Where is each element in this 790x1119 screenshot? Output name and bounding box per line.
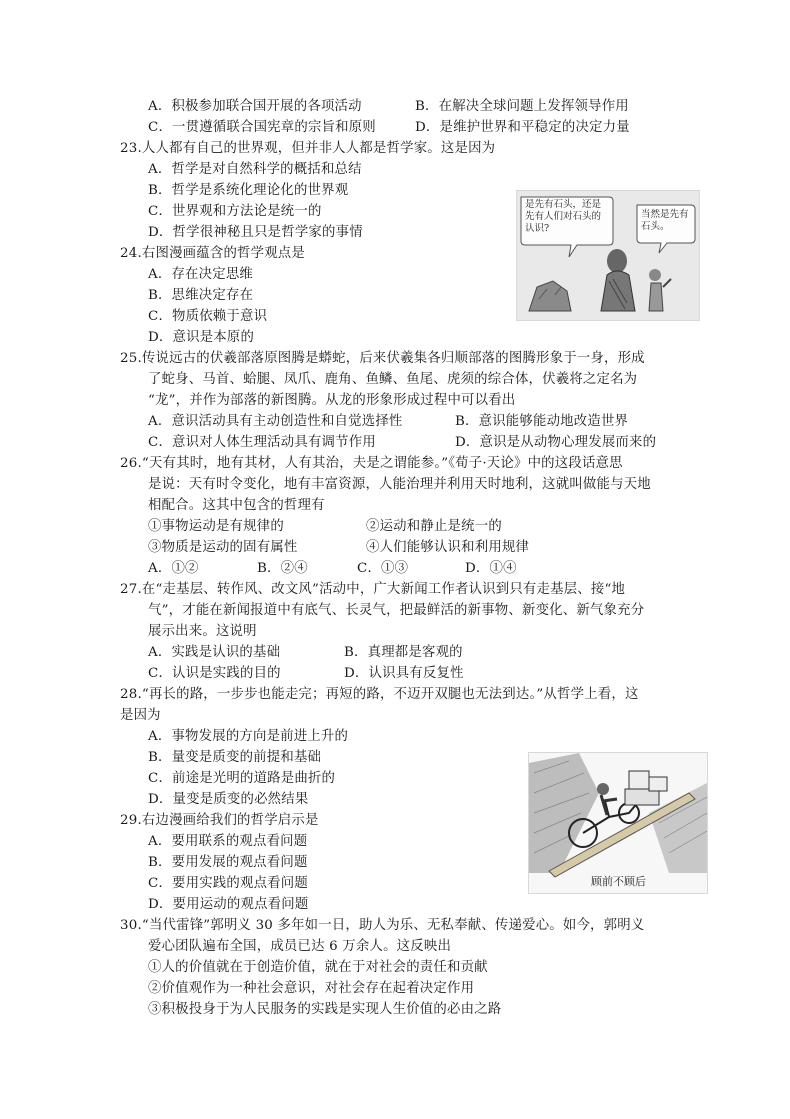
q23-option-b: B．哲学是系统化理论化的世界观 (148, 183, 349, 198)
q28-option-b: B．量变是质变的前提和基础 (148, 750, 322, 765)
q25-option-d: D．意识是从动物心理发展而来的 (455, 435, 657, 450)
tricycle-cartoon-caption: 顾前不顾后 (591, 875, 646, 888)
q30-statement-2: ②价值观作为一种社会意识，对社会存在起着决定作用 (148, 981, 475, 996)
q25-stem-line2: 了蛇身、马首、蛤腿、凤爪、鹿角、鱼鳞、鱼尾、虎须的综合体，伏羲将之定名为 (148, 372, 638, 387)
q27-option-c: C．认识是实践的目的 (148, 666, 281, 681)
q22-option-d: D．是维护世界和平稳定的决定力量 (415, 120, 630, 135)
q22-option-c: C．一贯遵循联合国宪章的宗旨和原则 (148, 120, 376, 135)
q28-option-a: A．事物发展的方向是前进上升的 (148, 729, 349, 744)
q26-stem-line2: 是说：天有时令变化，地有丰富资源，人能治理并利用天时地利，这就叫做能与天地 (148, 477, 651, 492)
q27-option-b: B．真理都是客观的 (344, 645, 463, 660)
q25-option-b: B．意识能够能动地改造世界 (455, 414, 629, 429)
q28-option-c: C．前途是光明的道路是曲折的 (148, 771, 336, 786)
q26-statement-4: ④人们能够认识和利用规律 (366, 540, 530, 555)
tricycle-cartoon-image (528, 752, 708, 894)
q24-option-c: C．物质依赖于意识 (148, 309, 268, 324)
q29-option-a: A．要用联系的观点看问题 (148, 834, 308, 849)
q26-option-a: A．①② (148, 561, 199, 576)
q26-stem-line3: 相配合。这其中包含的哲理有 (148, 498, 325, 513)
q26-statement-1: ①事物运动是有规律的 (148, 519, 284, 534)
cartoon-bubble-right: 当然是先有石头。 (641, 209, 689, 232)
q27-stem-line3: 展示出来。这说明 (148, 624, 257, 639)
q23-option-d: D．哲学很神秘且只是哲学家的事情 (148, 225, 363, 240)
q24-option-d: D．意识是本原的 (148, 330, 255, 345)
q22-option-a: A．积极参加联合国开展的各项活动 (148, 99, 362, 114)
q23-stem: 23.人人都有自己的世界观，但并非人人都是哲学家。这是因为 (120, 141, 496, 156)
q27-option-a: A．实践是认识的基础 (148, 645, 281, 660)
q23-option-c: C．世界观和方法论是统一的 (148, 204, 322, 219)
q26-statement-2: ②运动和静止是统一的 (366, 519, 502, 534)
q27-stem-line2: 气”，才能在新闻报道中有底气、长灵气，把最鲜活的新事物、新变化、新气象充分 (148, 603, 645, 618)
q24-stem: 24.右图漫画蕴含的哲学观点是 (120, 246, 305, 261)
q23-option-a: A．哲学是对自然科学的概括和总结 (148, 162, 362, 177)
q26-option-d: D．①④ (465, 561, 517, 576)
q26-option-b: B．②④ (257, 561, 308, 576)
q25-stem-line1: 25.传说远古的伏羲部落原图腾是蟒蛇，后来伏羲集各归顺部落的图腾形象于一身，形成 (120, 351, 645, 366)
philosopher-cartoon-image (516, 190, 700, 321)
q26-statement-3: ③物质是运动的固有属性 (148, 540, 298, 555)
q28-stem-line1: 28.“再长的路，一步步也能走完；再短的路，不迈开双腿也无法到达。”从哲学上看，这 (120, 687, 639, 702)
q30-statement-3: ③积极投身于为人民服务的实践是实现人生价值的必由之路 (148, 1002, 502, 1017)
q25-option-c: C．意识对人体生理活动具有调节作用 (148, 435, 376, 450)
q30-stem-line1: 30.“当代雷锋”郭明义 30 多年如一日，助人为乐、无私奉献、传递爱心。如今，郭明义 (120, 918, 645, 933)
q25-option-a: A．意识活动具有主动创造性和自觉选择性 (148, 414, 403, 429)
q27-option-d: D．认识具有反复性 (344, 666, 464, 681)
q28-stem-line2: 是因为 (120, 708, 161, 723)
q27-stem-line1: 27.在“走基层、转作风、改文风”活动中，广大新闻工作者认识到只有走基层、接“地 (120, 582, 626, 597)
q22-option-b: B．在解决全球问题上发挥领导作用 (415, 99, 629, 114)
q30-statement-1: ①人的价值就在于创造价值，就在于对社会的责任和贡献 (148, 960, 488, 975)
q29-stem: 29.右边漫画给我们的哲学启示是 (120, 813, 319, 828)
q29-option-c: C．要用实践的观点看问题 (148, 876, 308, 891)
q29-option-b: B．要用发展的观点看问题 (148, 855, 308, 870)
q28-option-d: D．量变是质变的必然结果 (148, 792, 309, 807)
q30-stem-line2: 爱心团队遍布全国，成员已达 6 万余人。这反映出 (148, 939, 452, 954)
cartoon-bubble-left: 是先有石头，还是先有人们对石头的认识? (525, 199, 602, 234)
q26-stem-line1: 26.“天有其时，地有其材，人有其治，夫是之谓能参。”《荀子·天论》中的这段话意思 (120, 456, 623, 471)
q25-stem-line3: “龙”，并作为部落的新图腾。从龙的形象形成过程中可以看出 (148, 393, 516, 408)
q24-option-a: A．存在决定思维 (148, 267, 254, 282)
q24-option-b: B．思维决定存在 (148, 288, 254, 303)
q26-option-c: C．①③ (357, 561, 409, 576)
q29-option-d: D．要用运动的观点看问题 (148, 897, 309, 912)
